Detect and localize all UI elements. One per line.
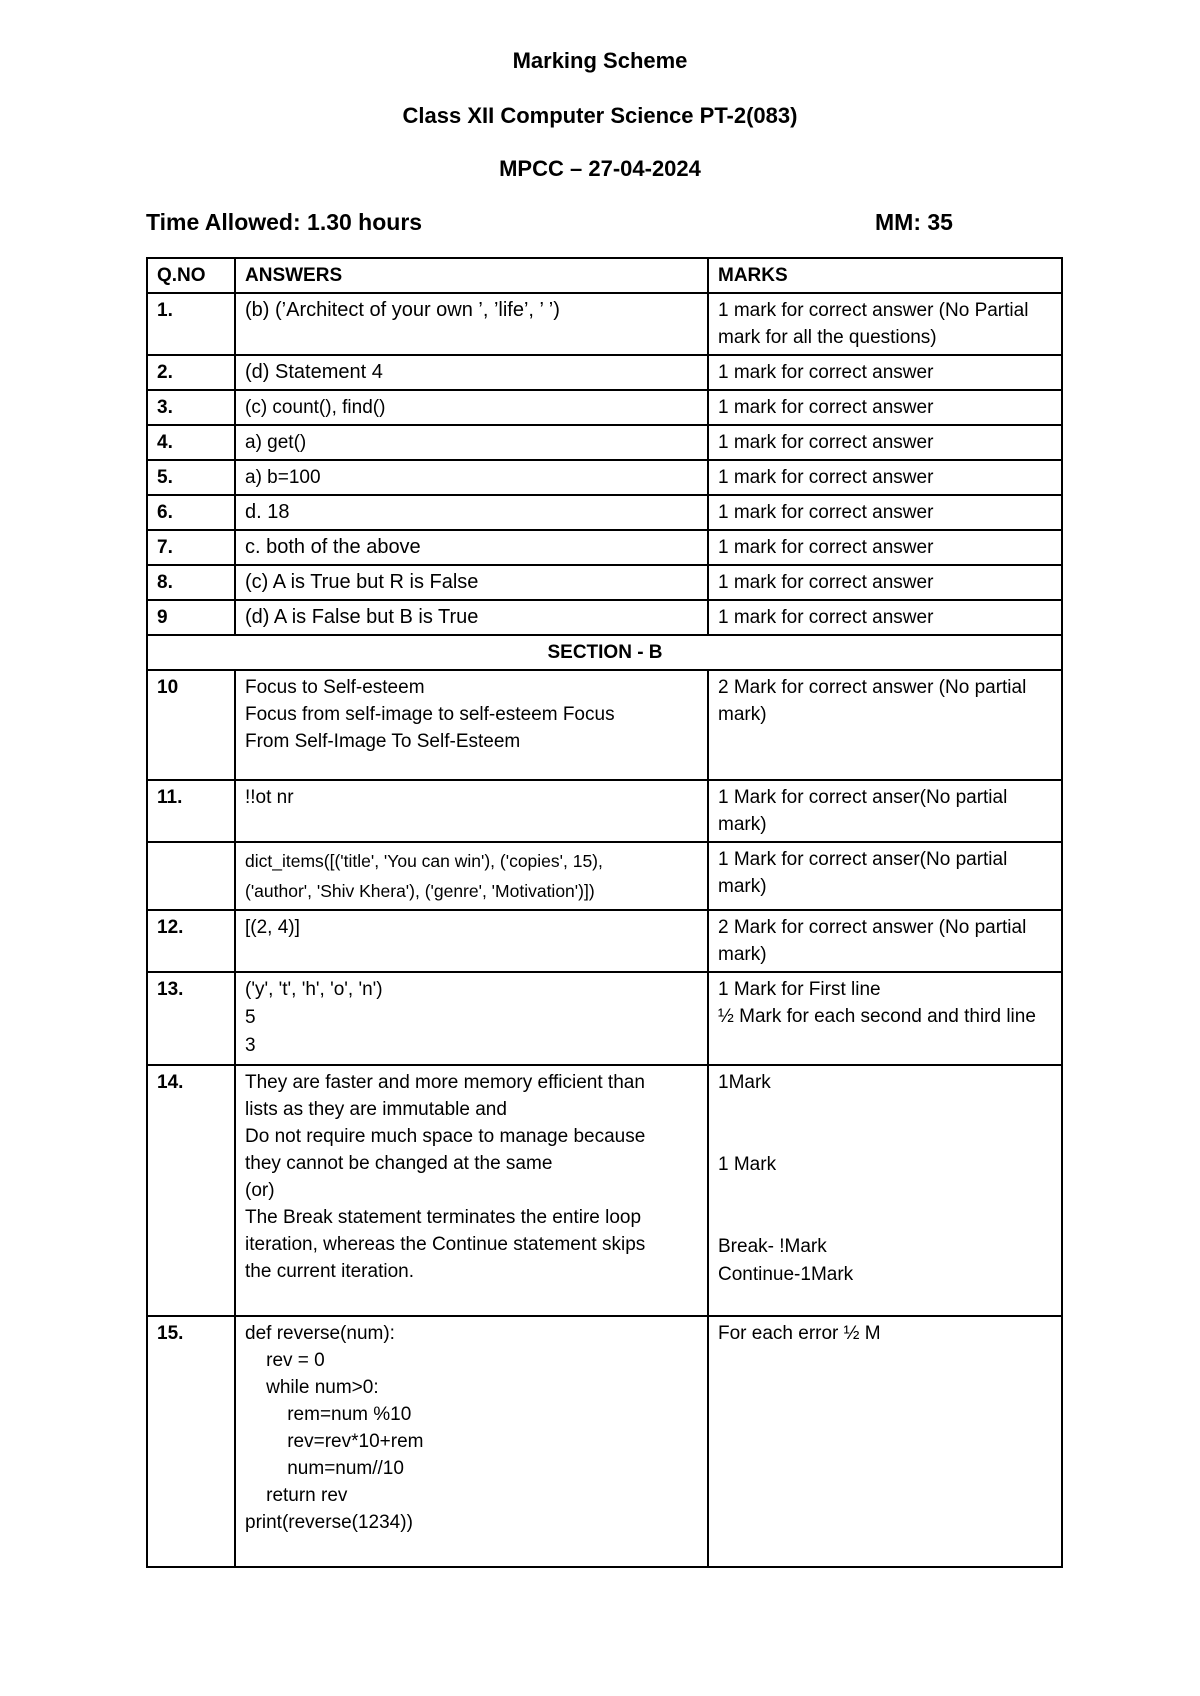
code-line: num=num//10: [245, 1458, 404, 1479]
code-line: print(reverse(1234)): [245, 1512, 413, 1533]
answer-cell: [(2, 4)]: [235, 910, 708, 972]
marks-line: Continue-1Mark: [718, 1264, 854, 1285]
marking-table: [146, 257, 1063, 1568]
answer-line: Do not require much space to manage because: [245, 1126, 646, 1147]
table-row: [147, 600, 1062, 635]
answer-cell: [235, 1316, 708, 1567]
answer-line: ('author', 'Shiv Khera'), ('genre', 'Motivation')]): [245, 881, 595, 901]
header-qno: Q.NO: [147, 258, 235, 293]
marks-line: 1 Mark: [718, 1154, 777, 1175]
qno-cell: 3.: [147, 390, 235, 425]
answer-line: dict_items([('title', 'You can win'), ('copies', 15),: [245, 851, 603, 871]
table-row: [147, 842, 1062, 910]
marks-cell: [708, 1065, 1062, 1316]
header-marks: MARKS: [708, 258, 1062, 293]
header-answers: ANSWERS: [235, 258, 708, 293]
answer-line: 3: [245, 1035, 256, 1056]
answer-cell: !!ot nr: [235, 780, 708, 842]
marks-cell: 1 Mark for correct anser(No partial mark): [708, 842, 1062, 910]
marks-cell: 1 mark for correct answer: [708, 425, 1062, 460]
marks-cell: 1 mark for correct answer: [708, 600, 1062, 635]
code-line: rev=rev*10+rem: [245, 1431, 424, 1452]
table-row: [147, 565, 1062, 600]
marks-cell: 1 mark for correct answer: [708, 530, 1062, 565]
marks-cell: 1 Mark for correct anser(No partial mark): [708, 780, 1062, 842]
code-line: while num>0:: [245, 1377, 379, 1398]
marks-cell: For each error ½ M: [708, 1316, 1062, 1567]
answer-line: Focus to Self-esteem: [245, 677, 425, 698]
marks-cell: 1 mark for correct answer: [708, 390, 1062, 425]
qno-cell: 2.: [147, 355, 235, 390]
answer-line: They are faster and more memory efficient than: [245, 1072, 645, 1093]
answer-cell: (c) A is True but R is False: [235, 565, 708, 600]
table-row: [147, 390, 1062, 425]
marks-line: 1 Mark for First line: [718, 979, 881, 1000]
marks-cell: 2 Mark for correct answer (No partial mark): [708, 910, 1062, 972]
code-line: def reverse(num):: [245, 1323, 395, 1344]
answer-line: the current iteration.: [245, 1261, 414, 1282]
qno-cell: 8.: [147, 565, 235, 600]
marks-cell: 2 Mark for correct answer (No partial mark): [708, 670, 1062, 780]
qno-cell: 14.: [147, 1065, 235, 1316]
answer-cell: a) b=100: [235, 460, 708, 495]
table-row: [147, 780, 1062, 842]
table-row: [147, 293, 1062, 355]
marks-cell: 1 mark for correct answer (No Partial mark for all the questions): [708, 293, 1062, 355]
answer-line: 5: [245, 1007, 256, 1028]
code-line: rem=num %10: [245, 1404, 412, 1425]
answer-line: iteration, whereas the Continue statement skips: [245, 1234, 646, 1255]
qno-cell: 12.: [147, 910, 235, 972]
answer-line: From Self-Image To Self-Esteem: [245, 731, 521, 752]
answer-cell: [235, 842, 708, 910]
qno-cell: 11.: [147, 780, 235, 842]
table-row: [147, 355, 1062, 390]
document-title: Marking Scheme: [512, 48, 688, 73]
qno-cell: 9: [147, 600, 235, 635]
answer-line: they cannot be changed at the same: [245, 1153, 553, 1174]
qno-cell: 4.: [147, 425, 235, 460]
document-subtitle: Class XII Computer Science PT-2(083): [402, 103, 798, 128]
answer-cell: [235, 972, 708, 1065]
answer-line: Focus from self-image to self-esteem Focus: [245, 704, 615, 725]
marks-cell: 1 mark for correct answer: [708, 495, 1062, 530]
answer-cell: [235, 670, 708, 780]
table-row: [147, 530, 1062, 565]
table-row: [147, 1065, 1062, 1316]
qno-cell: 5.: [147, 460, 235, 495]
answer-cell: c. both of the above: [235, 530, 708, 565]
table-row: [147, 495, 1062, 530]
answer-cell: (d) Statement 4: [235, 355, 708, 390]
table-row: [147, 1316, 1062, 1567]
table-row: [147, 972, 1062, 1065]
answer-line: lists as they are immutable and: [245, 1099, 507, 1120]
table-row: [147, 910, 1062, 972]
answer-cell: (c) count(), find(): [235, 390, 708, 425]
answer-line: ('y', 't', 'h', 'o', 'n'): [245, 979, 383, 1000]
marks-line: Break- !Mark: [718, 1236, 827, 1257]
qno-cell: 7.: [147, 530, 235, 565]
table-row: [147, 460, 1062, 495]
qno-cell: 15.: [147, 1316, 235, 1567]
table-row: [147, 670, 1062, 780]
table-row: [147, 425, 1062, 460]
time-allowed: Time Allowed: 1.30 hours: [146, 209, 423, 235]
answer-cell: (d) A is False but B is True: [235, 600, 708, 635]
qno-cell: [147, 842, 235, 910]
answer-cell: [235, 1065, 708, 1316]
section-b-heading: SECTION - B: [147, 635, 1062, 670]
qno-cell: 10: [147, 670, 235, 780]
marks-line: 1Mark: [718, 1072, 771, 1093]
answer-line: (or): [245, 1180, 275, 1201]
answer-line: The Break statement terminates the entire loop: [245, 1207, 642, 1228]
marks-cell: 1 mark for correct answer: [708, 565, 1062, 600]
marks-line: ½ Mark for each second and third line: [718, 1006, 1036, 1027]
answer-cell: d. 18: [235, 495, 708, 530]
qno-cell: 1.: [147, 293, 235, 355]
answer-cell: (b) (’Architect of your own ’, ’life’, ’ ’): [235, 293, 708, 355]
table-header-row: [147, 258, 1062, 293]
answer-cell: a) get(): [235, 425, 708, 460]
code-line: rev = 0: [245, 1350, 325, 1371]
marks-cell: [708, 972, 1062, 1065]
qno-cell: 6.: [147, 495, 235, 530]
exam-line: MPCC – 27-04-2024: [499, 156, 701, 181]
marks-cell: 1 mark for correct answer: [708, 460, 1062, 495]
marks-cell: 1 mark for correct answer: [708, 355, 1062, 390]
max-marks: MM: 35: [875, 209, 953, 235]
code-line: return rev: [245, 1485, 348, 1506]
section-row: [147, 635, 1062, 670]
qno-cell: 13.: [147, 972, 235, 1065]
